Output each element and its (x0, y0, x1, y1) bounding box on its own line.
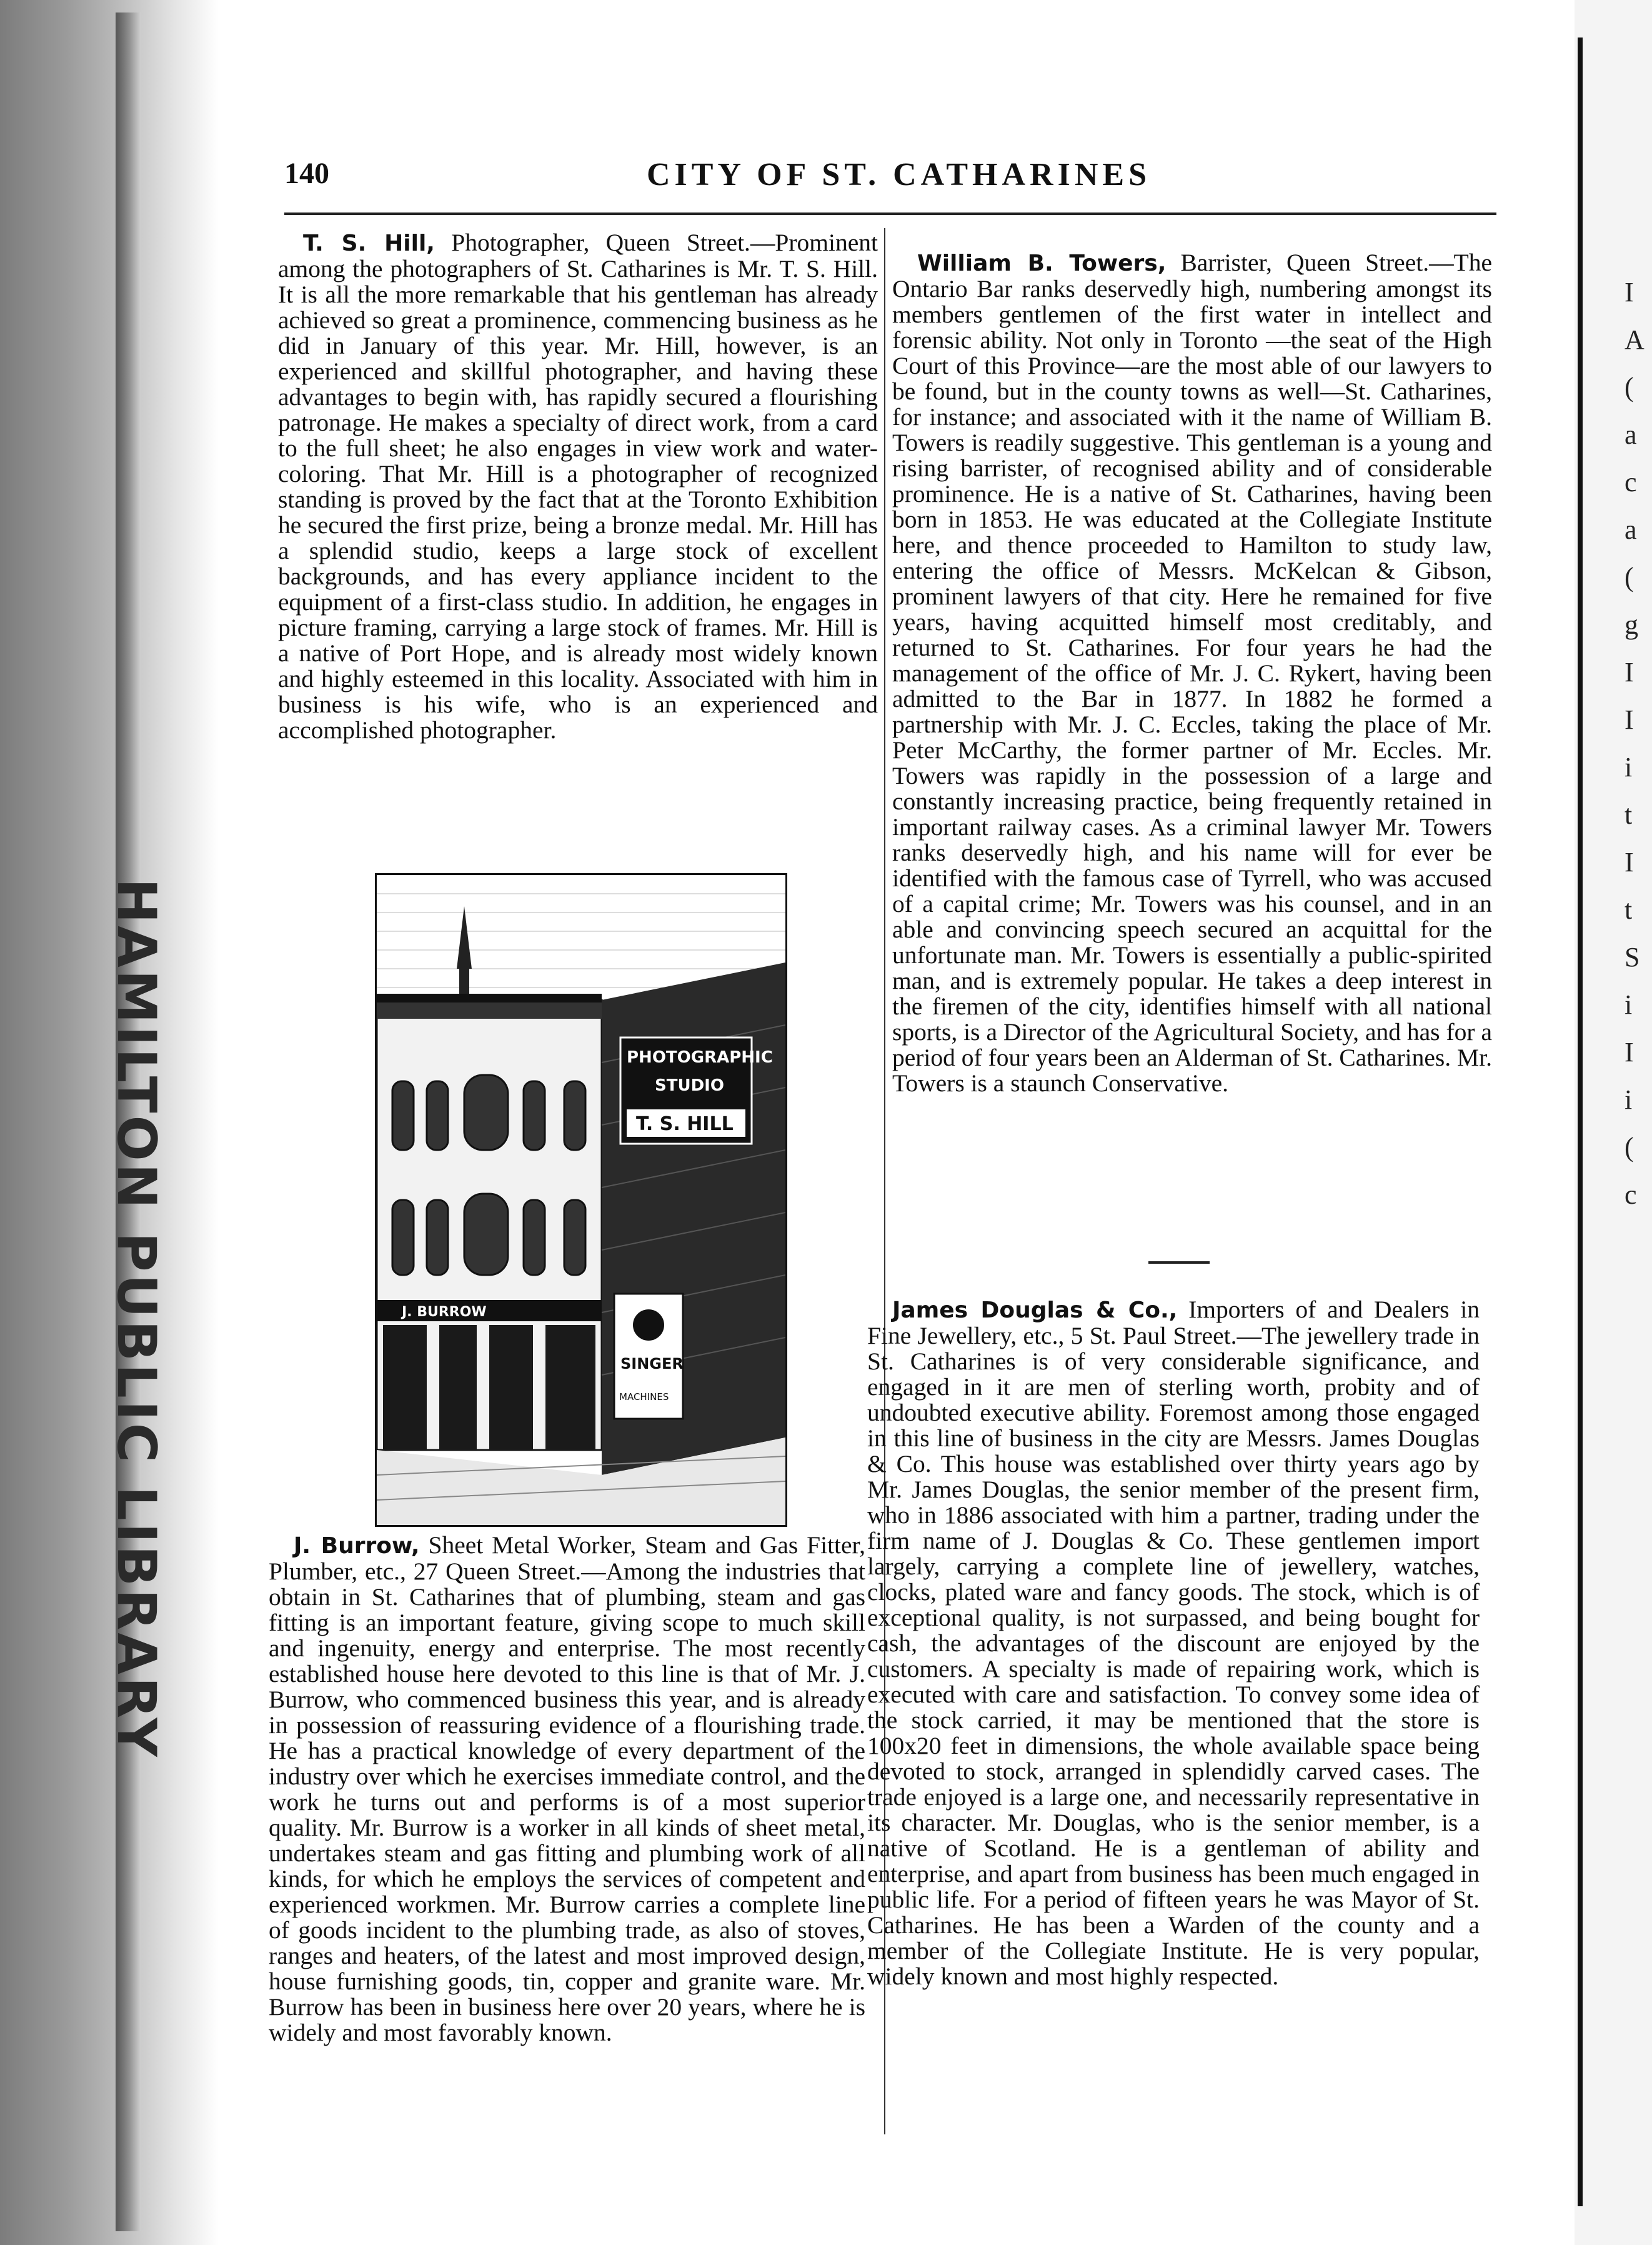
facing-page-letters (1625, 269, 1650, 1219)
facing-letter: t (1625, 894, 1633, 925)
facing-letter: I (1625, 847, 1634, 878)
facing-letter: I (1625, 277, 1634, 308)
article-body: Photographer, Queen Street.—Prominent among the photographers of St. Catharines is Mr. T. S. Hill. It is all the more remarkable that his gentleman has already achieved so great a prominence, commencing business as he did in January of this year. Mr. Hill, however, is an experienced and skillful photographer, and having these advantages to begin with, has rapidly secured a flourishing patronage. He makes a specialty of direct work, from a card to the full sheet; he also engages in view work and water-coloring. That Mr. Hill is a photographer of recognized standing is proved by the fact that at the Toronto Exhibition he secured the first prize, being a bronze medal. Mr. Hill has a splendid studio, keeps a large stock of excellent backgrounds, and has every appliance incident to the equipment of a first-class studio. In addition, he engages in picture framing, carrying a large stock of frames. Mr. Hill is a native of Port Hope, and is already most widely known and highly esteemed in this locality. Associated with him in business is his wife, who is an experienced and accomplished photographer. (278, 229, 878, 744)
article-paragraph (892, 250, 1492, 1096)
facing-letter: t (1625, 799, 1633, 830)
article-lead-name: William B. Towers, (917, 251, 1167, 276)
library-stamp-text: HAMILTON PUBLIC LIBRARY (105, 878, 168, 1759)
article-j-burrow (269, 1532, 865, 2046)
facing-letter: I (1625, 704, 1634, 735)
article-james-douglas (867, 1297, 1480, 1989)
facing-letter: i (1625, 1084, 1633, 1115)
article-body: Barrister, Queen Street.—The Ontario Bar ranks deservedly high, numbering amongst its members gentlemen of the first water in intellect and forensic ability. Not only in Toronto —the seat of the High Court of this Province—are the most able of our lawyers to be found, but in the county towns as well—St. Catharines, for instance; and associated with it the name of William B. Towers is readily suggestive. This gentleman is a young and rising barrister, of recognised ability and of considerable prominence. He is a native of St. Catharines, having been born in 1853. He was educated at the Collegiate Institute here, and thence proceeded to Hamilton to study law, entering the office of Messrs. McKelcan & Gibson, prominent lawyers of that city. Here he remained for five years, having acquitted himself most creditably, and returned to St. Catharines. For four years he had the management of the office of Mr. J. C. Rykert, having been admitted to the Bar in 1877. In 1882 he formed a partnership with Mr. J. C. Eccles, taking the place of Mr. Peter McCarthy, the former partner of Mr. Eccles. Mr. Towers was rapidly in the possession of a large and constantly increasing practice, being frequently retained in important railway cases. As a criminal lawyer Mr. Towers ranks deservedly high, and his name will for ever be identified with the famous case of Tyrrell, who was accused of a capital crime; Mr. Towers was his counsel, and in an able and convincing speech secured an acquittal for the unfortunate man. Mr. Towers is essentially a public-spirited man, and is extremely popular. He takes a deep interest in the firemen of the city, identifies himself with all national sports, is a Director of the Agricultural Society, and has for a period of four years been an Alderman of St. Catharines. Mr. Towers is a staunch Conservative. (892, 249, 1492, 1097)
facing-letter: S (1625, 942, 1640, 972)
sign-ts-hill: T. S. HILL (636, 1113, 734, 1135)
article-paragraph (269, 1532, 865, 2046)
running-title: CITY OF ST. CATHARINES (647, 157, 1151, 192)
article-paragraph (867, 1297, 1480, 1989)
facing-letter: i (1625, 752, 1633, 782)
facing-letter: c (1625, 1179, 1637, 1210)
header-rule (284, 212, 1496, 215)
facing-letter: ( (1625, 1132, 1634, 1162)
page-header (284, 156, 1496, 206)
section-separator (1148, 1261, 1210, 1264)
facing-letter: ( (1625, 372, 1634, 402)
storefront-name: J. BURROW (402, 1304, 487, 1320)
facing-letter: g (1625, 609, 1638, 640)
article-lead-name: T. S. Hill, (303, 231, 435, 256)
facing-page-rule (1578, 38, 1583, 2206)
sign-singer: SINGER (620, 1355, 684, 1372)
article-ts-hill (278, 230, 878, 743)
sign-photographic: PHOTOGRAPHIC (627, 1048, 773, 1067)
sign-studio: STUDIO (655, 1076, 724, 1095)
facing-letter: I (1625, 657, 1634, 688)
facing-letter: I (1625, 1037, 1634, 1068)
facing-letter: a (1625, 514, 1637, 545)
building-illustration (375, 873, 787, 1527)
article-paragraph (278, 230, 878, 743)
article-william-towers (892, 250, 1492, 1096)
facing-letter: A (1625, 324, 1645, 355)
article-lead-name: James Douglas & Co., (892, 1298, 1178, 1323)
sign-machines: MACHINES (619, 1391, 669, 1402)
page-number: 140 (284, 157, 329, 190)
facing-letter: ( (1625, 562, 1634, 592)
article-body: Sheet Metal Worker, Steam and Gas Fitter, Plumber, etc., 27 Queen Street.—Among the industries that obtain in St. Catharines that of plumbing, steam and gas fitting is an important feature, giving scope to much skill and ingenuity, energy and enterprise. The most recently established house here devoted to this line is that of Mr. J. Burrow, who commenced business this year, and is already in possession of reassuring evidence of a flourishing trade. He has a practical knowledge of every department of the industry over which he exercises immediate control, and the work he turns out and performs is of a most superior quality. Mr. Burrow is a worker in all kinds of sheet metal, undertakes steam and gas fitting and plumbing work of all kinds, for which he employs the services of competent and experienced workmen. Mr. Burrow carries a complete line of goods incident to the plumbing trade, as also of stoves, ranges and heaters, of the latest and most improved design, house furnishing goods, tin, copper and granite ware. Mr. Burrow has been in business here over 20 years, where he is widely and most favorably known. (269, 1531, 865, 2046)
article-lead-name: J. Burrow, (294, 1533, 420, 1559)
facing-letter: c (1625, 467, 1637, 498)
facing-letter: i (1625, 989, 1633, 1020)
library-stamp (99, 878, 174, 1759)
article-body: Importers of and Dealers in Fine Jewellery, etc., 5 St. Paul Street.—The jewellery trade in St. Catharines is of very considerable significance, and engaged in it are men of sterling worth, probity and of undoubted executive ability. Foremost among those engaged in this line of business in the city are Messrs. James Douglas & Co. This house was established over thirty years ago by Mr. James Douglas, the senior member of the present firm, who in 1886 associated with him a partner, trading under the firm name of J. Douglas & Co. These gentlemen import largely, carrying a complete line of jewellery, watches, clocks, plated ware and fancy goods. The stock, which is of exceptional quality, is not surpassed, and being bought for cash, the advantages of the discount are enjoyed by the customers. A specialty is made of repairing work, which is executed with care and satisfaction. To convey some idea of the stock carried, it may be mentioned that the store is 100x20 feet in dimensions, the whole available space being devoted to stock, arranged in splendidly carved cases. The trade enjoyed is a large one, and necessarily representative in its character. Mr. Douglas, who is the senior member, is a native of Scotland. He is a gentleman of ability and enterprise, and apart from business has been much engaged in public life. For a period of fifteen years he was Mayor of St. Catharines. He has been a Warden of the county and a member of the Collegiate Institute. He is very popular, widely known and most highly respected. (867, 1296, 1480, 1990)
facing-letter: a (1625, 419, 1637, 450)
